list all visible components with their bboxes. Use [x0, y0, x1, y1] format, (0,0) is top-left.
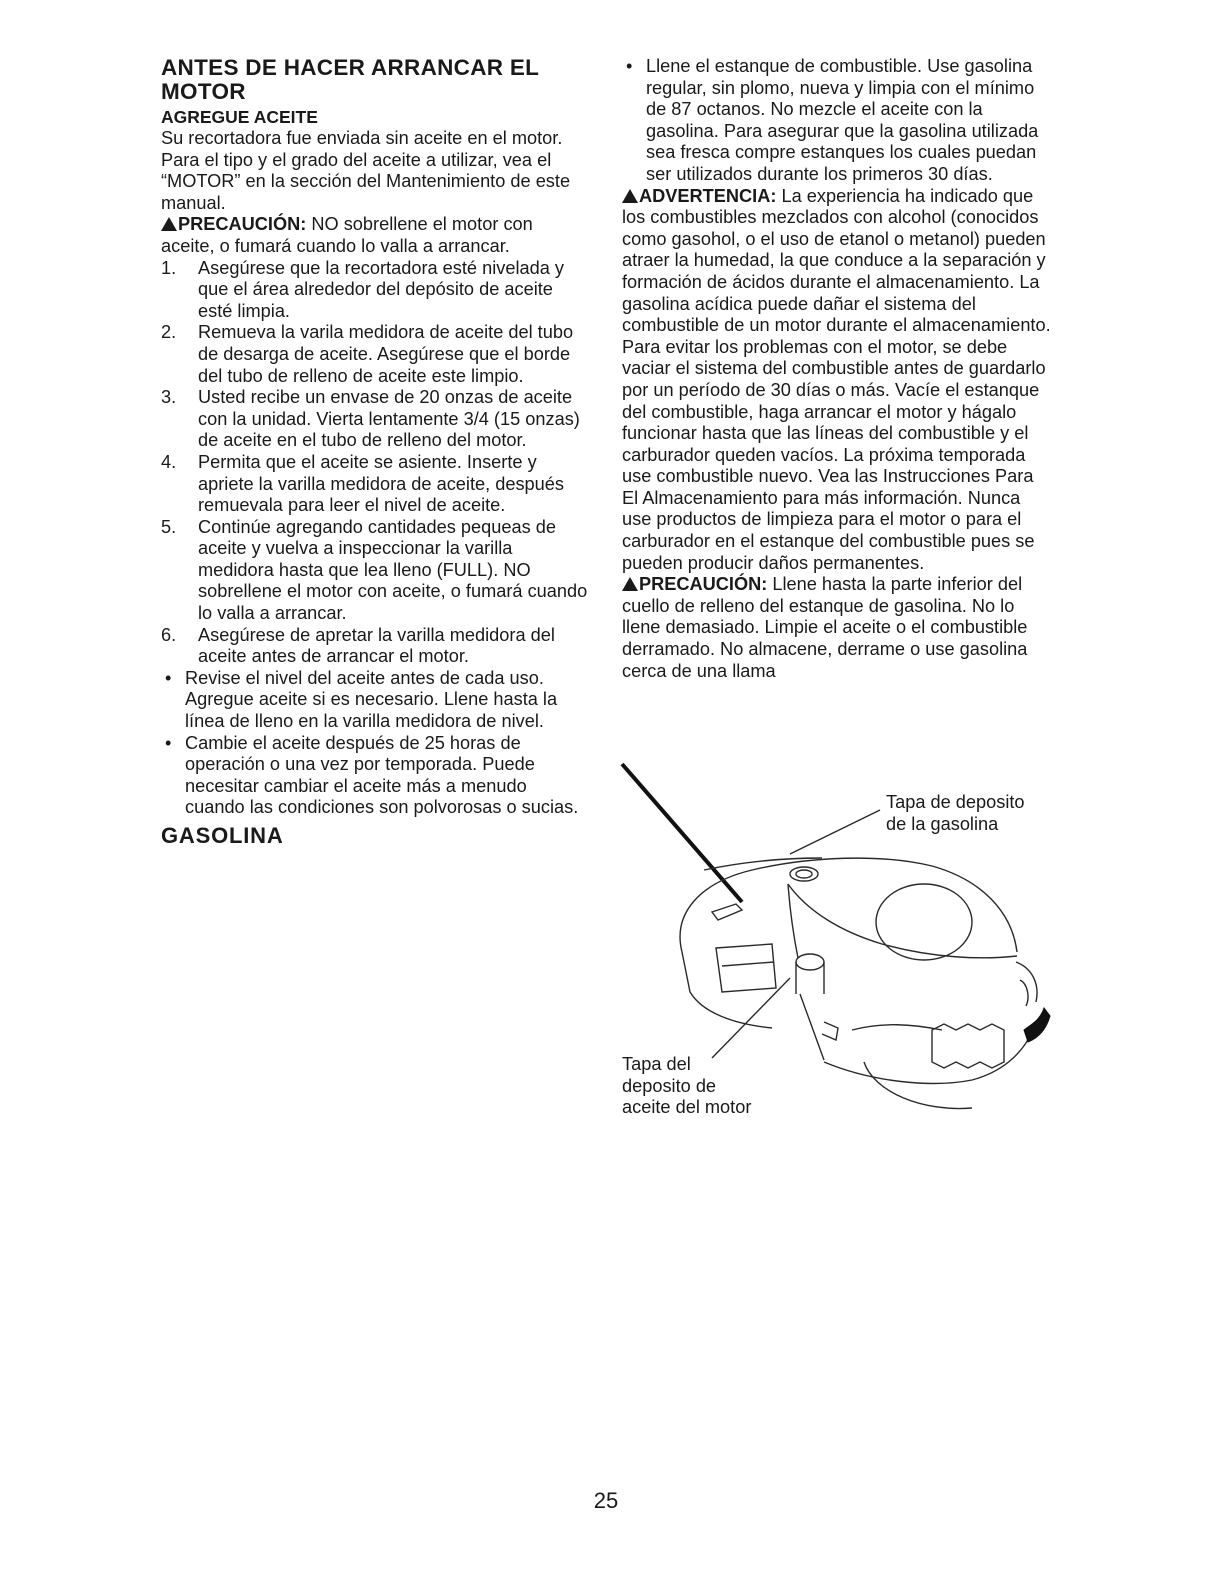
right-column	[622, 56, 1052, 682]
oil-cap-caption	[622, 1054, 751, 1119]
list-item	[161, 322, 589, 387]
list-item	[161, 517, 589, 625]
bullet-text: Revise el nivel del aceite antes de cada uso. Agregue aceite si es necesario. Llene hasta la línea de lleno en la varilla medidora de nivel.	[185, 667, 558, 732]
list-item	[161, 258, 589, 323]
list-item	[161, 625, 589, 668]
step-text: Usted recibe un envase de 20 onzas de aceite con la unidad. Vierta lentamente 3/4 (15 onzas) de aceite en el tubo de relleno del motor.	[198, 387, 580, 451]
step-text: Asegúrese que la recortadora esté nivelada y que el área alrededor del depósito de aceite esté limpia.	[198, 257, 564, 321]
fuel-bullets-list	[622, 56, 1052, 186]
list-item	[161, 387, 589, 452]
fuel-warning	[622, 186, 1052, 575]
oil-intro: Su recortadora fue enviada sin aceite en el motor. Para el tipo y el grado del aceite a utilizar, vea el “MOTOR” en la sección del Mantenimiento de este manual.	[161, 128, 571, 213]
step-number: 6.	[161, 624, 177, 645]
caption-line: Tapa de deposito	[886, 792, 1025, 812]
gas-heading: GASOLINA	[161, 823, 284, 848]
bullet-icon: •	[165, 732, 172, 753]
step-number: 5.	[161, 516, 177, 537]
caution-label: PRECAUCIÓN:	[639, 574, 768, 595]
bullet-icon: •	[165, 667, 172, 688]
engine-illustration	[612, 762, 1062, 1134]
warning-label: ADVERTENCIA:	[639, 185, 777, 206]
section-title: ANTES DE HACER ARRANCAR EL MOTOR	[161, 55, 539, 104]
list-item	[622, 56, 1052, 186]
caption-line: Tapa del	[622, 1054, 691, 1074]
bullet-icon: •	[626, 56, 633, 76]
warning-triangle-icon	[161, 217, 177, 231]
bullet-text: Llene el estanque de combustible. Use gasolina regular, sin plomo, nueva y limpia con el mínimo de 87 octanos. No mezcle el aceite con la gasolina. Para asegurar que la gasolina utilizada sea fresca compre estanques los cuales puedan ser utilizados durante los primeros 30 días.	[646, 56, 1039, 184]
page-number: 25	[593, 1488, 619, 1513]
step-number: 2.	[161, 322, 177, 343]
oil-heading: AGREGUE ACEITE	[161, 107, 318, 127]
oil-steps-list	[161, 258, 589, 668]
caption-line: aceite del motor	[622, 1097, 752, 1118]
warning-triangle-icon	[622, 189, 638, 203]
step-number: 1.	[161, 257, 177, 278]
step-text: Continúe agregando cantidades pequeas de aceite y vuelva a inspeccionar la varilla medidora hasta que lea lleno (FULL). NO sobrellene el motor con aceite, o fumará cuando lo valla a arrancar.	[198, 516, 588, 624]
list-item	[161, 668, 589, 733]
step-text: Permita que el aceite se asiente. Inserte y apriete la varilla medidora de aceite, después remuevala para leer el nivel de aceite.	[198, 451, 564, 516]
oil-bullets-list	[161, 668, 589, 819]
caution-text: Llene hasta la parte inferior del cuello de relleno del estanque de gasolina. No lo llene demasiado. Limpie el aceite o el combustible derramado. No almacene, derrame o use gasolina cerca de una llama	[622, 574, 1028, 681]
step-text: Remueva la varila medidora de aceite del tubo de desarga de aceite. Asegúrese que el borde del tubo de relleno de aceite este limpio.	[198, 322, 574, 386]
step-number: 3.	[161, 387, 177, 408]
caution-label: PRECAUCIÓN:	[178, 214, 307, 235]
list-item	[161, 452, 589, 517]
left-column	[161, 56, 589, 846]
warning-text: La experiencia ha indicado que los combustibles mezclados con alcohol (conocidos como gasohol, o el uso de etanol o metanol) pueden atraer la humedad, la que conduce a la separación y formación de ácidos durante el almacenamiento. La gasolina acídica puede dañar el sistema del combustible de un motor durante el almacenamiento. Para evitar los problemas con el motor, se debe vaciar el sistema del combustible antes de guardarlo por un período de 30 días o más. Vacíe el estanque del combustible, haga arrancar el motor y hágalo funcionar hasta que las líneas del combustible y el carburador queden vacíos. La próxima temporada use combustible nuevo. Vea las Instrucciones Para El Almacenamiento para más información. Nunca use productos de limpieza para el motor o para el carburador en el estanque del combustible pues se pueden producir daños permanentes.	[622, 185, 1051, 573]
caution-text: NO sobrellene el motor con aceite, o fumará cuando lo valla a arrancar.	[161, 214, 533, 256]
warning-triangle-icon	[622, 577, 638, 591]
caption-line: de la gasolina	[886, 813, 999, 834]
step-text: Asegúrese de apretar la varilla medidora del aceite antes de arrancar el motor.	[198, 624, 555, 667]
bullet-text: Cambie el aceite después de 25 horas de operación o una vez por temporada. Puede necesitar cambiar el aceite más a menudo cuando las condiciones son polvorosas o sucias.	[185, 732, 579, 818]
oil-caution	[161, 214, 589, 257]
list-item	[161, 733, 589, 819]
caption-line: deposito de	[622, 1075, 717, 1096]
step-number: 4.	[161, 451, 177, 472]
fuel-caution	[622, 574, 1052, 682]
gas-cap-caption	[886, 792, 1025, 835]
